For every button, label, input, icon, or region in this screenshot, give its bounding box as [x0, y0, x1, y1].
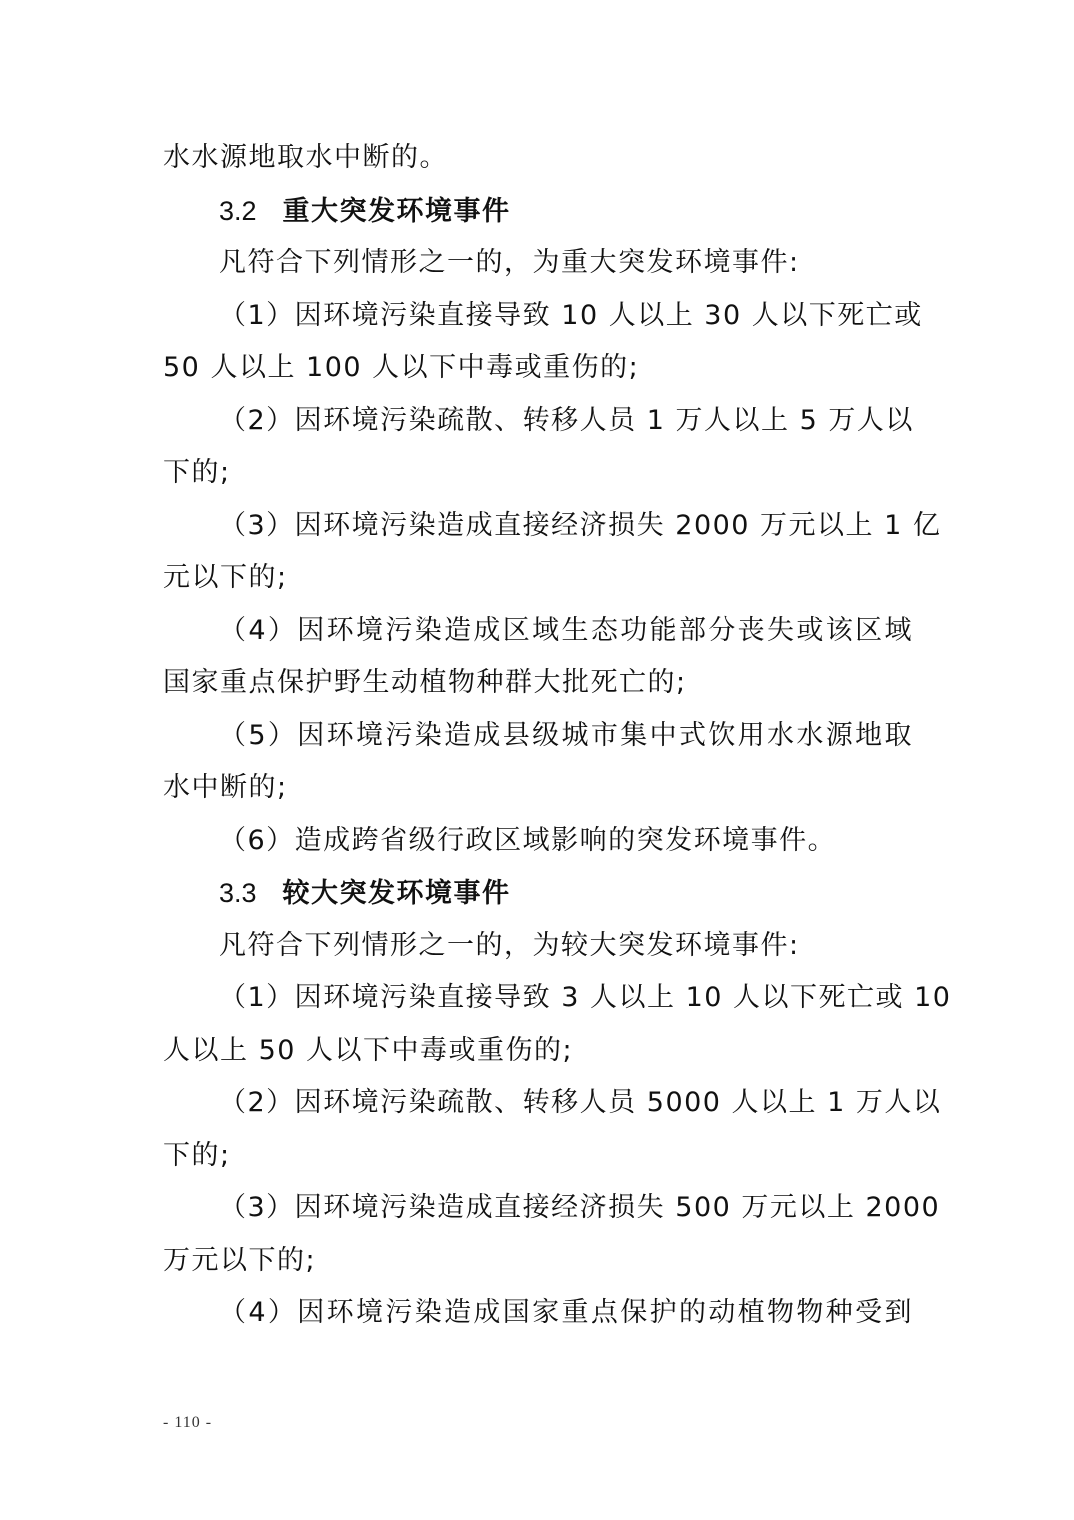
text-line: 下的;: [163, 457, 231, 488]
text-line: 人以上 50 人以下中毒或重伤的;: [163, 1034, 574, 1066]
text-line: （1）因环境污染直接导致 10 人以上 30 人以下死亡或: [219, 299, 923, 331]
body-text: [163, 132, 952, 1340]
section-heading: [163, 185, 913, 238]
section-heading: [163, 867, 913, 920]
text-line: 水中断的;: [163, 772, 288, 803]
text-line: （3）因环境污染造成直接经济损失 2000 万元以上 1 亿: [219, 509, 942, 541]
text-line: 万元以下的;: [163, 1244, 317, 1276]
text-line: 凡符合下列情形之一的，为较大突发环境事件:: [219, 929, 800, 961]
text-line: （4）因环境污染造成区域生态功能部分丧失或该区域: [219, 614, 913, 646]
text-line: （3）因环境污染造成直接经济损失 500 万元以上 2000: [219, 1192, 941, 1223]
text-line: 50 人以上 100 人以下中毒或重伤的;: [163, 352, 640, 383]
text-line: （4）因环境污染造成国家重点保护的动植物物种受到: [219, 1297, 913, 1328]
text-line: （2）因环境污染疏散、转移人员 5000 人以上 1 万人以: [219, 1087, 942, 1118]
text-line: （2）因环境污染疏散、转移人员 1 万人以上 5 万人以: [219, 404, 914, 436]
text-line: 国家重点保护野生动植物种群大批死亡的;: [163, 667, 687, 698]
section-title: 较大突发环境事件: [282, 878, 511, 909]
text-line: （6）造成跨省级行政区域影响的突发环境事件。: [219, 824, 837, 856]
text-line: （5）因环境污染造成县级城市集中式饮用水水源地取: [219, 719, 913, 751]
page-number: - 110 -: [163, 1414, 213, 1431]
section-title: 重大突发环境事件: [282, 195, 511, 227]
text-line: 下的;: [163, 1139, 231, 1171]
text-line: 水水源地取水中断的。: [163, 142, 448, 173]
text-line: 元以下的;: [163, 562, 288, 593]
text-line: （1）因环境污染直接导致 3 人以上 10 人以下死亡或 10: [219, 982, 952, 1013]
text-line: 凡符合下列情形之一的，为重大突发环境事件:: [219, 247, 800, 278]
section-number: 3.2: [219, 195, 257, 226]
section-number: 3.3: [219, 878, 257, 908]
